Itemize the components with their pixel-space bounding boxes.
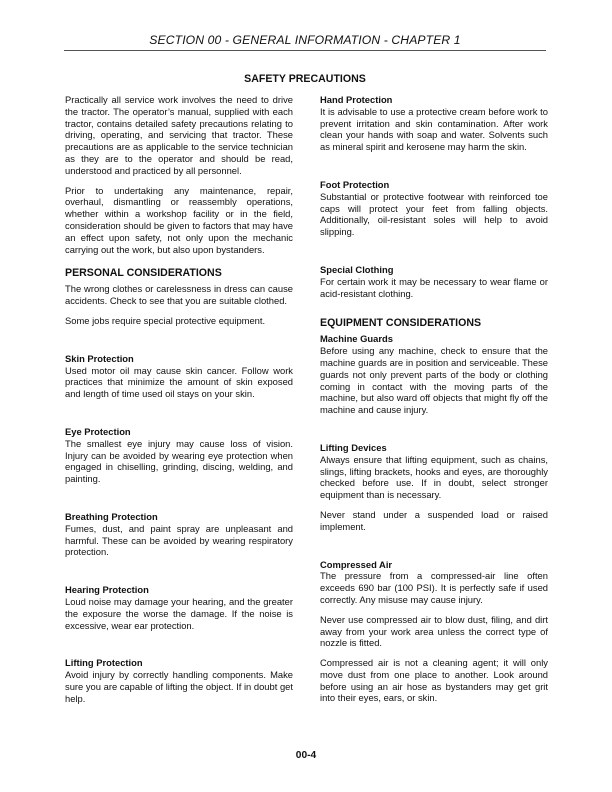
- skin-protection-text: Used motor oil may cause skin cancer. Follow work practices that minimize the amount of skin exposed and length of time used oil stays on your skin.: [65, 364, 293, 400]
- breathing-protection-text: Fumes, dust, and paint spray are unpleasant and harmful. These can be avoided by wearing respiratory protection.: [65, 522, 293, 558]
- lifting-protection-text: Avoid injury by correctly handling components. Make sure you are capable of lifting the object. If in doubt get help.: [65, 669, 293, 704]
- machine-guards-text: Before using any machine, check to ensure that the machine guards are in position and serviceable. These guards not only prevent parts of the body or clothing coming in contact with the moving parts of the machine, but also ward off objects that might fly off the machine and cause injury.: [320, 345, 548, 416]
- compressed-air-text: The pressure from a compressed-air line often exceeds 690 bar (100 PSI). It is perfectly safe if used correctly. Any misuse may cause injury.: [320, 570, 548, 605]
- personal-considerations-heading: PERSONAL CONSIDERATIONS: [65, 267, 222, 280]
- breathing-protection-title: Breathing Protection: [65, 510, 158, 522]
- intro-paragraph: Prior to undertaking any maintenance, repair, overhaul, dismantling or reassembly operations, whether within a workshop facility or in the field, consideration should be given to factors that may have an effect upon safety, not only upon the mechanic carrying out the work, but also upon bystanders.: [65, 184, 293, 255]
- eye-protection-text: The smallest eye injury may cause loss of vision. Injury can be avoided by wearing eye protection when engaged in chiselling, grinding, discing, welding, and painting.: [65, 437, 293, 485]
- lifting-devices-text: Never stand under a suspended load or raised implement.: [320, 508, 548, 532]
- machine-guards-title: Machine Guards: [320, 333, 393, 345]
- hand-protection-title: Hand Protection: [320, 94, 393, 105]
- personal-paragraph: The wrong clothes or carelessness in dress can cause accidents. Check to see that you are suitable clothed.: [65, 283, 293, 307]
- lifting-devices-title: Lifting Devices: [320, 441, 387, 453]
- left-column: [65, 94, 293, 704]
- lifting-protection-title: Lifting Protection: [65, 657, 143, 669]
- foot-protection-text: Substantial or protective footwear with reinforced toe caps will protect your feet from falling objects. Additionally, oil-resistant soles will help to avoid slipping.: [320, 190, 548, 238]
- intro-paragraph: Practically all service work involves the need to drive the tractor. The operator’s manual, supplied with each tractor, contains detailed safety precautions relating to driving, operating, and servicing that tractor. These precautions are as applicable to the service technician as they are to the operator and should be read, understood and practiced by all personnel.: [65, 94, 293, 176]
- compressed-air-text: Never use compressed air to blow dust, filing, and dirt away from your work area unless the correct type of nozzle is fitted.: [320, 613, 548, 649]
- equipment-considerations-heading: EQUIPMENT CONSIDERATIONS: [320, 317, 482, 330]
- page-number: 00-4: [295, 750, 317, 761]
- lifting-devices-text: Always ensure that lifting equipment, such as chains, slings, lifting brackets, hooks and eyes, are thoroughly checked before use. If in doubt, select stronger equipment than is necessary.: [320, 453, 548, 501]
- personal-paragraph: Some jobs require special protective equipment.: [65, 314, 266, 326]
- hearing-protection-title: Hearing Protection: [65, 584, 149, 596]
- right-column: [320, 94, 548, 704]
- special-clothing-text: For certain work it may be necessary to wear flame or acid-resistant clothing.: [320, 275, 548, 299]
- section-header: SECTION 00 - GENERAL INFORMATION - CHAPTER 1: [149, 33, 461, 47]
- hand-protection-text: It is advisable to use a protective cream before work to prevent irritation and skin contamination. After work clean your hands with soap and water. Solvents such as mineral spirit and kerosene may harm the skin.: [320, 105, 548, 153]
- eye-protection-title: Eye Protection: [65, 425, 131, 437]
- compressed-air-title: Compressed Air: [320, 558, 393, 570]
- page-title: SAFETY PRECAUTIONS: [244, 73, 366, 85]
- header-divider: [64, 50, 546, 51]
- special-clothing-title: Special Clothing: [320, 263, 394, 275]
- foot-protection-title: Foot Protection: [320, 178, 390, 190]
- skin-protection-title: Skin Protection: [65, 352, 134, 364]
- compressed-air-text: Compressed air is not a cleaning agent; it will only move dust from one place to another. Look around before using an air hose as bystanders may get grit into their eyes, ears, or skin.: [320, 657, 548, 704]
- hearing-protection-text: Loud noise may damage your hearing, and the greater the exposure the worse the damage. If the noise is excessive, wear ear protection.: [65, 595, 293, 631]
